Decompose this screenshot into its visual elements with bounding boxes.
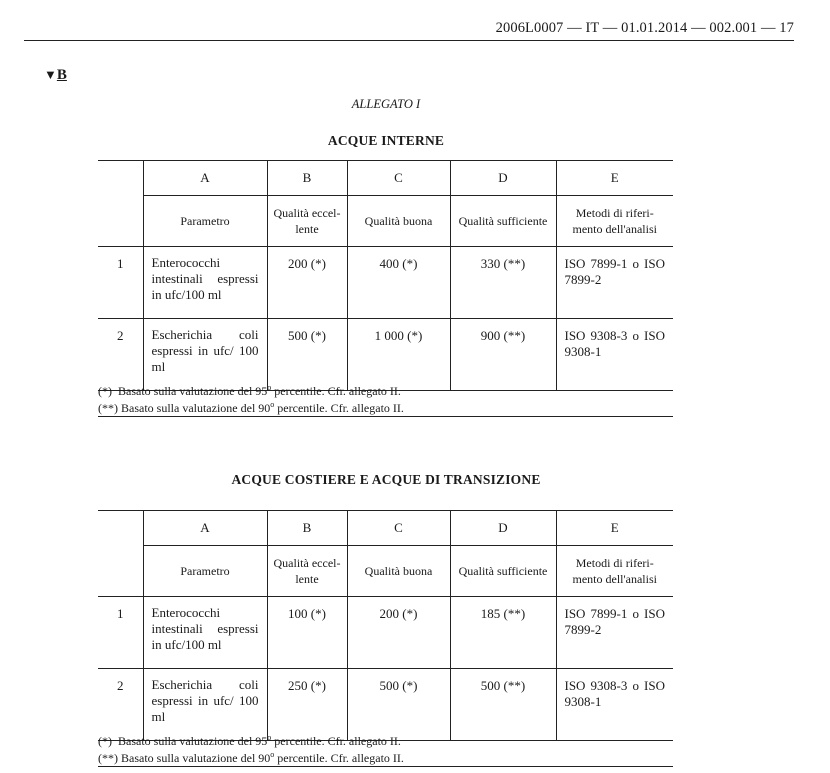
amendment-marker <box>44 67 67 84</box>
footnote-95: (*) Basato sulla valutazione del 95$^o$ percentile. Cfr. allegato II. <box>98 733 401 748</box>
table-corner-cell <box>98 546 143 597</box>
column-letter: C <box>347 161 450 196</box>
table-letter-row <box>98 161 673 196</box>
annex-title: ALLEGATO I <box>351 97 421 111</box>
column-head-method: Metodi di riferi- mento dell'analisi <box>556 196 673 247</box>
footnotes-inland <box>98 381 673 415</box>
header-rule <box>24 40 794 41</box>
triangle-marker-icon: ▼ <box>44 67 57 82</box>
footnote-90: (**) Basato sulla valutazione del 90$^o$ percentile. Cfr. allegato II. <box>98 400 404 415</box>
table-coastal-waters <box>98 510 673 741</box>
table-corner-cell <box>98 196 143 247</box>
footnotes-rule <box>98 766 673 767</box>
method-cell: ISO 7899-1 o ISO 7899-2 <box>556 597 673 669</box>
column-head-sufficient: Qualità sufficiente <box>450 196 556 247</box>
table-corner-cell <box>98 511 143 546</box>
sufficient-value: 330 (**) <box>450 247 556 319</box>
sufficient-value: 900 (**) <box>450 319 556 391</box>
parameter-cell: Escherichia coli espressi in ufc/ 100 ml <box>143 319 267 391</box>
section-title-inland-waters: ACQUE INTERNE <box>327 133 445 148</box>
table-letter-row <box>98 511 673 546</box>
column-head-method: Metodi di riferi- mento dell'analisi <box>556 546 673 597</box>
footnote-90: (**) Basato sulla valutazione del 90$^o$ percentile. Cfr. allegato II. <box>98 750 404 765</box>
column-letter: B <box>267 161 347 196</box>
good-value: 200 (*) <box>347 597 450 669</box>
column-letter: E <box>556 511 673 546</box>
row-number: 2 <box>98 319 143 391</box>
method-cell: ISO 9308-3 o ISO 9308-1 <box>556 319 673 391</box>
parameter-cell: Enterococchi intestinali espressi in ufc/100 ml <box>143 597 267 669</box>
column-letter: A <box>143 161 267 196</box>
document-header-reference: 2006L0007 — IT — 01.01.2014 — 002.001 — 17 <box>495 20 794 36</box>
table-row <box>98 247 673 319</box>
footnotes-rule <box>98 416 673 417</box>
row-number: 2 <box>98 669 143 741</box>
column-letter: D <box>450 511 556 546</box>
column-head-sufficient: Qualità sufficiente <box>450 546 556 597</box>
parameter-cell: Enterococchi intestinali espressi in ufc/100 ml <box>143 247 267 319</box>
excellent-value: 100 (*) <box>267 597 347 669</box>
table-corner-cell <box>98 161 143 196</box>
column-head-parameter: Parametro <box>143 546 267 597</box>
column-head-good: Qualità buona <box>347 546 450 597</box>
column-head-good: Qualità buona <box>347 196 450 247</box>
footnote-95: (*) Basato sulla valutazione del 95$^o$ percentile. Cfr. allegato II. <box>98 383 401 398</box>
table-row <box>98 669 673 741</box>
column-letter: D <box>450 161 556 196</box>
footnotes-coastal <box>98 731 673 765</box>
column-letter: B <box>267 511 347 546</box>
sufficient-value: 500 (**) <box>450 669 556 741</box>
good-value: 1 000 (*) <box>347 319 450 391</box>
row-number: 1 <box>98 247 143 319</box>
excellent-value: 200 (*) <box>267 247 347 319</box>
method-cell: ISO 7899-1 o ISO 7899-2 <box>556 247 673 319</box>
row-number: 1 <box>98 597 143 669</box>
table-row <box>98 319 673 391</box>
sufficient-value: 185 (**) <box>450 597 556 669</box>
good-value: 500 (*) <box>347 669 450 741</box>
excellent-value: 500 (*) <box>267 319 347 391</box>
column-head-excellent: Qualità eccel- lente <box>267 546 347 597</box>
table-row <box>98 597 673 669</box>
column-letter: C <box>347 511 450 546</box>
good-value: 400 (*) <box>347 247 450 319</box>
section-title-coastal-waters: ACQUE COSTIERE E ACQUE DI TRANSIZIONE <box>231 472 541 487</box>
column-head-excellent: Qualità eccel- lente <box>267 196 347 247</box>
column-head-parameter: Parametro <box>143 196 267 247</box>
excellent-value: 250 (*) <box>267 669 347 741</box>
parameter-cell: Escherichia coli espressi in ufc/ 100 ml <box>143 669 267 741</box>
method-cell: ISO 9308-3 o ISO 9308-1 <box>556 669 673 741</box>
amendment-label: B <box>56 67 67 83</box>
table-inland-waters <box>98 160 673 391</box>
column-letter: A <box>143 511 267 546</box>
table-header-row <box>98 196 673 247</box>
table-header-row <box>98 546 673 597</box>
column-letter: E <box>556 161 673 196</box>
